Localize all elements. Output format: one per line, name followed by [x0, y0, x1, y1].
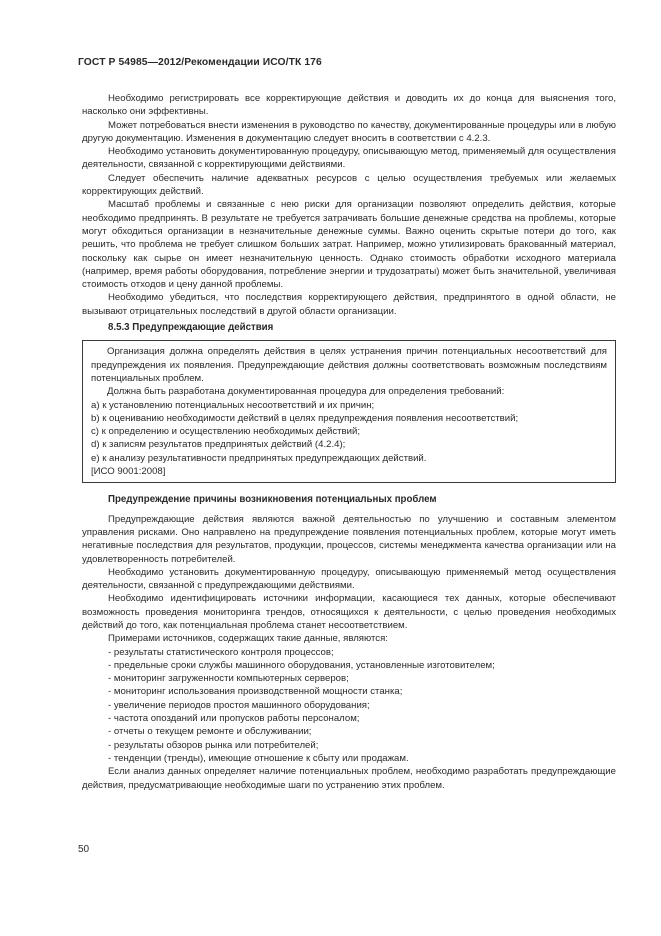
document-header: ГОСТ Р 54985—2012/Рекомендации ИСО/ТК 176: [78, 57, 322, 68]
paragraph: Необходимо регистрировать все корректирующие действия и доводить их до конца для выяснения того, насколько они эффективны.: [82, 93, 616, 118]
example-item: - мониторинг загруженности компьютерных серверов;: [108, 673, 349, 685]
page-content: [82, 92, 616, 792]
subsection-title: Предупреждение причины возникновения потенциальных проблем: [108, 494, 437, 506]
paragraph: Предупреждающие действия являются важной деятельностью по улучшению и составным элементом управления рисками. Оно направлено на предупреждение появления потенциальных проблем, которые могут иметь негативные последствия для результатов, продукции, процессов, системы менеджмента качества организации или на удовлетворенность потребителей.: [82, 513, 616, 565]
section-title: 8.5.3 Предупреждающие действия: [108, 322, 274, 334]
box-reference: [ИСО 9001:2008]: [91, 466, 166, 478]
example-item: - частота опозданий или пропусков работы персоналом;: [108, 713, 360, 725]
box-item: a) к установлению потенциальных несоответствий и их причин;: [91, 399, 375, 411]
example-item: - отчеты о текущем ремонте и обслуживании;: [108, 726, 312, 738]
box-item: e) к анализу результативности предпринятых предупреждающих действий.: [91, 452, 427, 464]
box-item: c) к определению и осуществлению необходимых действий;: [91, 426, 361, 438]
box-intro: Организация должна определять действия в целях устранения причин потенциальных несоответствий для предупреждения их появления. Предупреждающие действия должны соответствовать возможным последствиям потенциальных проблем.: [91, 346, 607, 384]
paragraph: Необходимо установить документированную процедуру, описывающую применяемый метод осуществления деятельности, связанной с предупреждающими действиями.: [82, 566, 616, 592]
standard-quote-box: [82, 340, 616, 483]
paragraph: Может потребоваться внести изменения в руководство по качеству, документированные процедуры или в любую другую документацию. Изменения в документацию следует вносить в соответствии с 4.2.3.: [82, 119, 616, 144]
paragraph: Необходимо установить документированную процедуру, описывающую метод, применяемый для осуществления деятельности, связанной с корректирующими действиями.: [82, 146, 616, 171]
paragraph: Необходимо убедиться, что последствия корректирующего действия, предпринятого в одной области, не вызывают отрицательных последствий в другой области организации.: [82, 292, 616, 317]
example-item: - увеличение периодов простоя машинного оборудования;: [108, 699, 370, 711]
box-item: b) к оцениванию необходимости действий в целях предупреждения появления несоответствий;: [91, 412, 519, 424]
paragraph: Следует обеспечить наличие адекватных ресурсов с целью осуществления требуемых или желаемых корректирующих действий.: [82, 172, 616, 198]
example-item: - результаты обзоров рынка или потребителей;: [108, 739, 319, 751]
paragraph: Масштаб проблемы и связанные с нею риски для организации позволяют определить действия, которые необходимо предпринять. В результате не требуется затрачивать большие денежные средства на проблемы, которые могут обходиться организации в незначительные денежные суммы. Важно оценить скрытые потери до того, как решить, что проблема не требует слишком больших затрат. Например, можно утилизировать бракованный материал, поскольку как сырье он имеет незначительную ценность. Однако стоимость обработки исходного материала (например, время работы оборудования, потребление энергии и трудозатраты) может быть значительной, увеличивая стоимость отходов и цену данной проблемы.: [82, 199, 616, 291]
box-lead: Должна быть разработана документированная процедура для определения требований:: [107, 386, 505, 398]
example-item: - тенденции (тренды), имеющие отношение к сбыту или продажам.: [108, 752, 409, 764]
paragraph: Примерами источников, содержащих такие данные, являются:: [108, 633, 388, 645]
page-number: 50: [78, 844, 90, 855]
example-item: - результаты статистического контроля процессов;: [108, 646, 334, 658]
box-item: d) к записям результатов предпринятых действий (4.2.4);: [91, 439, 346, 451]
paragraph: Если анализ данных определяет наличие потенциальных проблем, необходимо разработать предупреждающие действия, предусматривающие необходимые шаги по устранению этих проблем.: [82, 766, 616, 791]
example-item: - предельные сроки службы машинного оборудования, установленные изготовителем;: [108, 659, 495, 671]
paragraph: Необходимо идентифицировать источники информации, касающиеся тех данных, которые обеспечивают возможность проведения мониторинга трендов, относящихся к деятельности, с целью проведения необходимых действий до того, как потенциальная проблема станет несоответствием.: [82, 593, 616, 631]
example-item: - мониторинг использования производственной мощности станка;: [108, 686, 403, 698]
